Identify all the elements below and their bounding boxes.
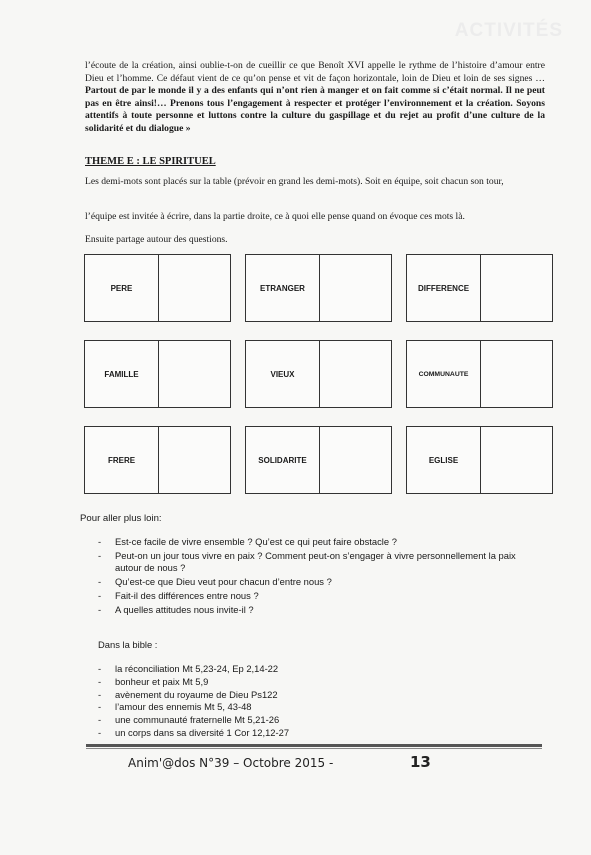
bible-reference-item: - la réconciliation Mt 5,23-24, Ep 2,14-22 (98, 663, 538, 675)
intro-paragraph (85, 60, 545, 136)
instruction-paragraph-3: Ensuite partage autour des questions. (85, 234, 228, 245)
instruction-paragraph-1: Les demi-mots sont placés sur la table (prévoir en grand les demi-mots). Soit en équipe, soit chacun son tour, (85, 176, 504, 187)
footer-magazine-issue: Anim'@dos N°39 – Octobre 2015 - (128, 756, 334, 770)
bible-title: Dans la bible : (98, 639, 158, 650)
card-label-cell (407, 341, 481, 407)
card-label: COMMUNAUTE (418, 370, 469, 378)
further-title: Pour aller plus loin: (80, 513, 162, 524)
card-label-cell (407, 427, 481, 493)
card-label: EGLISE (428, 455, 459, 465)
word-card-pere (84, 254, 231, 322)
question-item: - Est-ce facile de vivre ensemble ? Qu’est ce qui peut faire obstacle ? (98, 536, 538, 548)
question-item: - Qu’est-ce que Dieu veut pour chacun d’entre nous ? (98, 576, 538, 588)
word-card-famille (84, 340, 231, 408)
card-label-cell (85, 341, 159, 407)
question-item: - Fait-il des différences entre nous ? (98, 590, 538, 602)
footer-divider-thin (86, 748, 542, 749)
footer-divider (86, 744, 542, 747)
word-card-solidarite (245, 426, 392, 494)
card-label: ETRANGER (260, 283, 305, 293)
intro-plain-text: l’écoute de la création, ainsi oublie-t-on de cueillir ce que Benoît XVI appelle le rythme de l’histoire d’amour entre Dieu et l’homme. Ce défaut vient de ce qu’on pense et vit de façon horizontale, loin de Dieu et loin de ses signes … (85, 60, 545, 84)
word-card-difference (406, 254, 553, 322)
card-label: DIFFERENCE (417, 283, 470, 293)
question-item: - A quelles attitudes nous invite-il ? (98, 604, 538, 616)
card-label: FAMILLE (104, 369, 139, 379)
card-label-cell (85, 255, 159, 321)
question-list (98, 536, 538, 618)
card-label: FRERE (107, 455, 136, 465)
question-item: - Peut-on un jour tous vivre en paix ? Comment peut-on s’engager à vivre personnellement la paix autour de nous ? (98, 550, 538, 575)
bible-reference-item: - avènement du royaume de Dieu Ps122 (98, 689, 538, 701)
theme-title: THEME E : LE SPIRITUEL (85, 156, 216, 167)
bible-reference-item: - bonheur et paix Mt 5,9 (98, 676, 538, 688)
section-header: ACTIVITÉS (454, 20, 563, 41)
word-card-etranger (245, 254, 392, 322)
bible-reference-list (98, 663, 538, 740)
word-card-communaute (406, 340, 553, 408)
bible-reference-item: - un corps dans sa diversité 1 Cor 12,12-27 (98, 727, 538, 739)
bible-reference-item: - une communauté fraternelle Mt 5,21-26 (98, 714, 538, 726)
card-label-cell (85, 427, 159, 493)
word-card-vieux (245, 340, 392, 408)
card-label-cell (246, 255, 320, 321)
word-card-frere (84, 426, 231, 494)
card-label: VIEUX (270, 369, 295, 379)
instruction-paragraph-2: l’équipe est invitée à écrire, dans la partie droite, ce à quoi elle pense quand on évoque ces mots là. (85, 211, 465, 222)
card-label-cell (407, 255, 481, 321)
intro-bold-text: Partout de par le monde il y a des enfants qui n’ont rien à manger et on fait comme si c’était normal. Il ne peut pas en être ainsi!… Prenons tous l’engagement à respecter et protéger l’environnement et la création. Soyons attentifs à toute personne et luttons contre la culture du gaspillage et du rejet au profit d’une culture de la solidarité et du dialogue » (85, 85, 545, 134)
card-label: PERE (110, 283, 133, 293)
page-number: 13 (410, 753, 431, 771)
card-label: SOLIDARITE (258, 455, 307, 465)
card-label-cell (246, 341, 320, 407)
bible-reference-item: - l’amour des ennemis Mt 5, 43-48 (98, 701, 538, 713)
word-card-eglise (406, 426, 553, 494)
card-label-cell (246, 427, 320, 493)
